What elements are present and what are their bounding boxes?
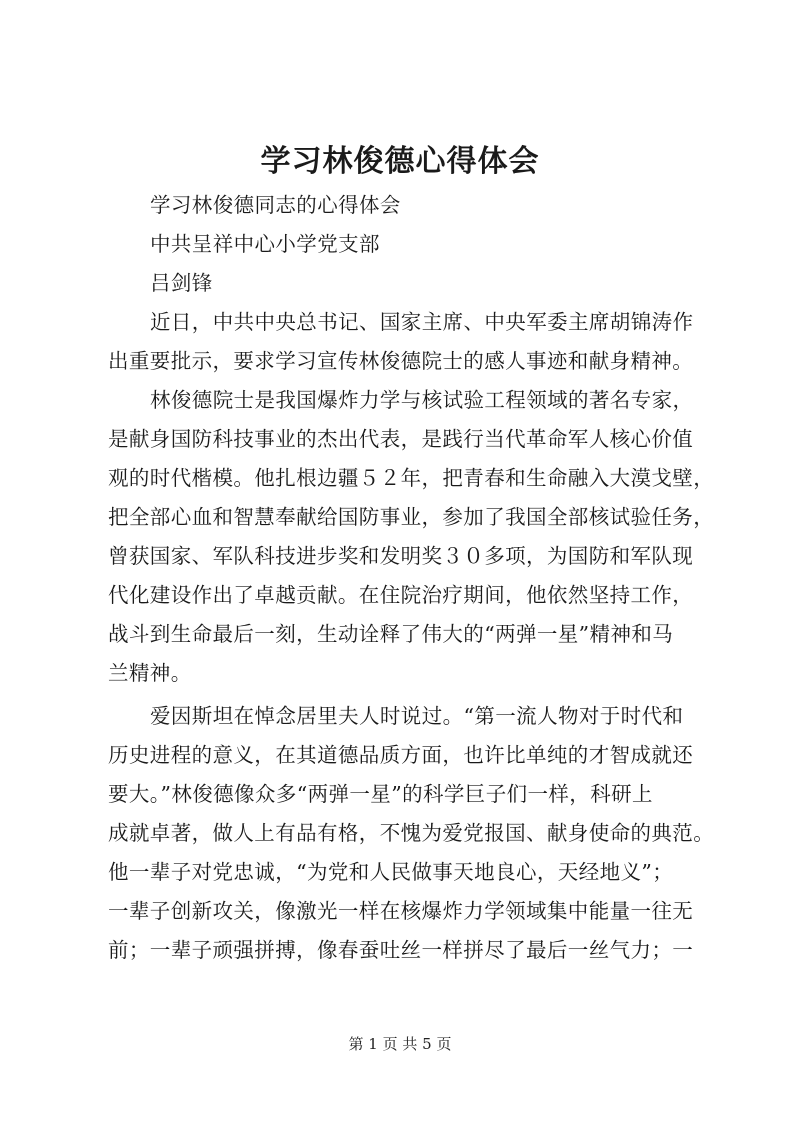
document-title: 学习林俊德心得体会 xyxy=(260,144,540,179)
paragraph-line: 观的时代楷模。他扎根边疆５２年，把青春和生命融入大漠戈壁， xyxy=(108,466,715,490)
paragraph-line: 一辈子创新攻关，像激光一样在核爆炸力学领域集中能量一往无 xyxy=(108,899,694,923)
document-body xyxy=(108,186,720,970)
paragraph-line: 近日，中共中央总书记、国家主席、中央军委主席胡锦涛作 xyxy=(150,310,694,334)
paragraph-line: 他一辈子对党忠诚，“为党和人民做事天地良心，天经地义”； xyxy=(108,860,674,884)
paragraph-line: 是献身国防科技事业的杰出代表，是践行当代革命军人核心价值 xyxy=(108,427,694,451)
organization-line: 中共呈祥中心小学党支部 xyxy=(150,232,380,256)
paragraph-line: 曾获国家、军队科技进步奖和发明奖３０多项，为国防和军队现 xyxy=(108,544,694,568)
subtitle-line: 学习林俊德同志的心得体会 xyxy=(150,193,401,217)
paragraph-line: 历史进程的意义，在其道德品质方面，也许比单纯的才智成就还 xyxy=(108,743,694,767)
paragraph-line: 把全部心血和智慧奉献给国防事业，参加了我国全部核试验任务， xyxy=(108,505,715,529)
paragraph-line: 出重要批示，要求学习宣传林俊德院士的感人事迹和献身精神。 xyxy=(108,349,694,373)
paragraph-line: 要大。”林俊德像众多“两弹一星”的科学巨子们一样，科研上 xyxy=(108,782,653,806)
paragraph-line: 代化建设作出了卓越贡献。在住院治疗期间，他依然坚持工作， xyxy=(108,583,694,607)
paragraph-line: 战斗到生命最后一刻，生动诠释了伟大的“两弹一星”精神和马 xyxy=(108,622,674,646)
paragraph-line: 林俊德院士是我国爆炸力学与核试验工程领域的著名专家， xyxy=(150,388,694,412)
paragraph-line: 兰精神。 xyxy=(108,661,192,685)
page-footer: 第 1 页 共 5 页 xyxy=(348,1035,452,1053)
author-line: 吕剑锋 xyxy=(150,271,213,295)
paragraph-line: 前；一辈子顽强拼搏，像春蚕吐丝一样拼尽了最后一丝气力；一 xyxy=(108,938,694,962)
paragraph-line: 爱因斯坦在悼念居里夫人时说过。“第一流人物对于时代和 xyxy=(150,704,684,728)
paragraph-line: 成就卓著，做人上有品有格，不愧为爱党报国、献身使命的典范。 xyxy=(108,821,715,845)
